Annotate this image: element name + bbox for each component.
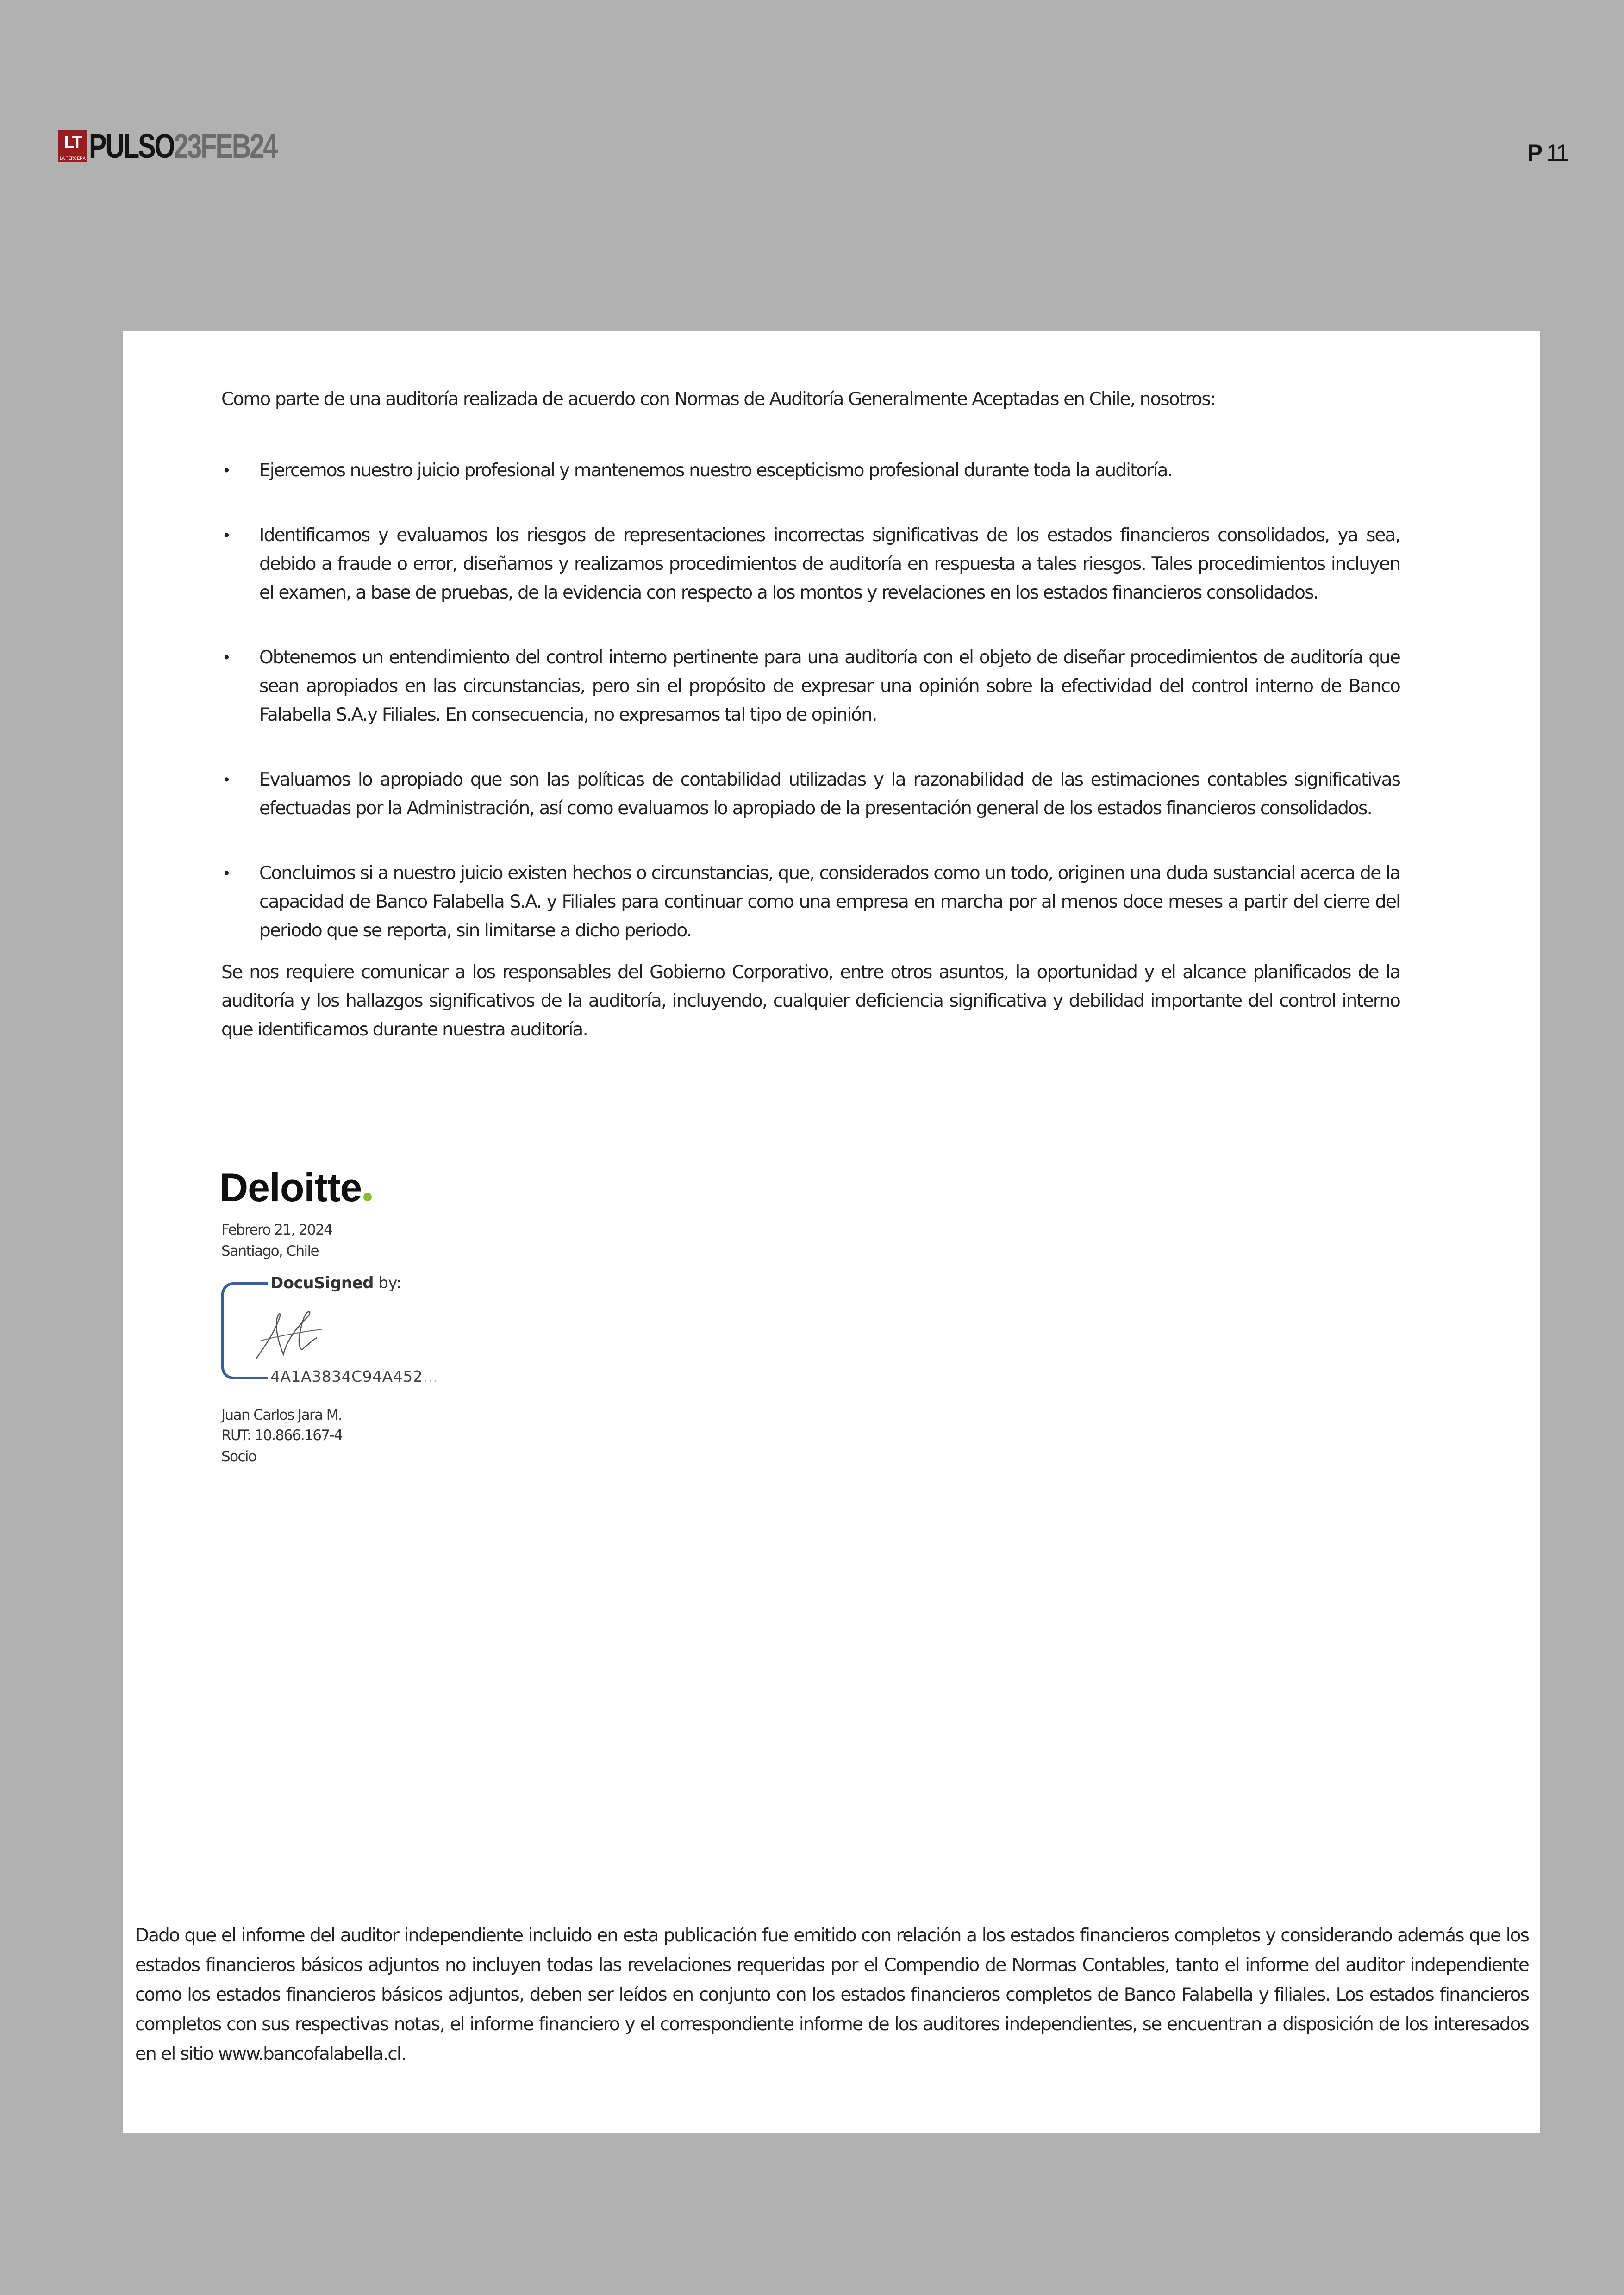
bullet-icon: •: [222, 649, 230, 667]
docusign-label: [270, 1274, 401, 1292]
audit-procedures-list: [221, 456, 1400, 945]
docusign-code-fade: ...: [423, 1367, 438, 1385]
list-item: [221, 521, 1400, 607]
docusign-code-value: 4A1A3834C94A452: [270, 1367, 423, 1385]
logo-letters: LT: [64, 132, 81, 151]
list-item: [221, 766, 1400, 823]
list-item-text: Evaluamos lo apropiado que son las políticas de contabilidad utilizadas y la razonabilidad de las estimaciones contables significativas efectuadas por la Administración, así como evaluamos lo apropiado de la presentación general de los estados financieros consolidados.: [259, 769, 1400, 819]
firm-name: Deloitte: [219, 1166, 362, 1210]
logo-subtext: LA TERCERA: [60, 156, 86, 161]
page-number: [1527, 139, 1568, 167]
handwritten-signature-icon: [247, 1303, 340, 1364]
signer-rut: RUT: 10.866.167-4: [221, 1427, 343, 1444]
publication-title: [89, 128, 276, 165]
bullet-icon: •: [222, 865, 230, 882]
list-item-text: Identificamos y evaluamos los riesgos de representaciones incorrectas significativas de los estados financieros consolidados, ya sea, debido a fraude o error, diseñamos y realizamos procedimientos de auditoría en respuesta a tales riesgos. Tales procedimientos incluyen el examen, a base de pruebas, de la evidencia con respecto a los montos y revelaciones en los estados financieros consolidados.: [259, 525, 1400, 603]
list-item: [221, 456, 1400, 485]
la-tercera-logo: [58, 130, 87, 162]
docusign-envelope-id: [270, 1367, 438, 1386]
publication-name: PULSO: [89, 127, 174, 165]
docusign-by: by:: [374, 1274, 401, 1292]
signer-role: Socio: [221, 1448, 256, 1465]
signature-date: Febrero 21, 2024: [221, 1222, 332, 1238]
signature-city: Santiago, Chile: [221, 1243, 319, 1260]
page-letter: P: [1527, 140, 1543, 166]
bullet-icon: •: [222, 527, 230, 544]
deloitte-logo: [219, 1165, 372, 1211]
closing-paragraph: Se nos requiere comunicar a los responsables del Gobierno Corporativo, entre otros asuntos, la oportunidad y el alcance planificados de la auditoría y los hallazgos significativos de la auditoría, incluyendo, cualquier deficiencia significativa y debilidad importante del control interno que identificamos durante nuestra auditoría.: [221, 962, 1400, 1040]
list-item-text: Obtenemos un entendimiento del control interno pertinente para una auditoría con el objeto de diseñar procedimientos de auditoría que sean apropiados en las circunstancias, pero sin el propósito de expresar una opinión sobre la efectividad del control interno de Banco Falabella S.A.y Filiales. En consecuencia, no expresamos tal tipo de opinión.: [259, 647, 1400, 725]
masthead: [58, 128, 330, 165]
publication-date: 23FEB24: [174, 127, 277, 165]
disclaimer-paragraph: Dado que el informe del auditor independiente incluido en esta publicación fue emitido con relación a los estados financieros completos y considerando además que los estados financieros básicos adjuntos no incluyen todas las revelaciones requeridas por el Compendio de Normas Contables, tanto el informe del auditor independiente como los estados financieros básicos adjuntos, deben ser leídos en conjunto con los estados financieros completos de Banco Falabella y filiales. Los estados financieros completos con sus respectivas notas, el informe financiero y el correspondiente informe de los auditores independientes, se encuentran a disposición de los interesados en el sitio www.bancofalabella.cl.: [135, 1925, 1529, 2064]
intro-paragraph: Como parte de una auditoría realizada de acuerdo con Normas de Auditoría Generalmente Aceptadas en Chile, nosotros:: [221, 389, 1216, 410]
deloitte-dot-icon: [363, 1193, 372, 1201]
signer-name: Juan Carlos Jara M.: [221, 1407, 342, 1423]
list-item: [221, 859, 1400, 945]
docusign-brand: DocuSigned: [270, 1274, 374, 1292]
bullet-icon: •: [222, 462, 230, 480]
document-sheet: [123, 331, 1540, 2133]
page-number-value: 11: [1546, 140, 1568, 166]
bullet-icon: •: [222, 771, 230, 789]
list-item: [221, 643, 1400, 730]
list-item-text: Ejercemos nuestro juicio profesional y mantenemos nuestro escepticismo profesional durante toda la auditoría.: [259, 460, 1172, 481]
list-item-text: Concluimos si a nuestro juicio existen hechos o circunstancias, que, considerados como un todo, originen una duda sustancial acerca de la capacidad de Banco Falabella S.A. y Filiales para continuar como una empresa en marcha por al menos doce meses a partir del cierre del periodo que se reporta, sin limitarse a dicho periodo.: [259, 863, 1400, 941]
